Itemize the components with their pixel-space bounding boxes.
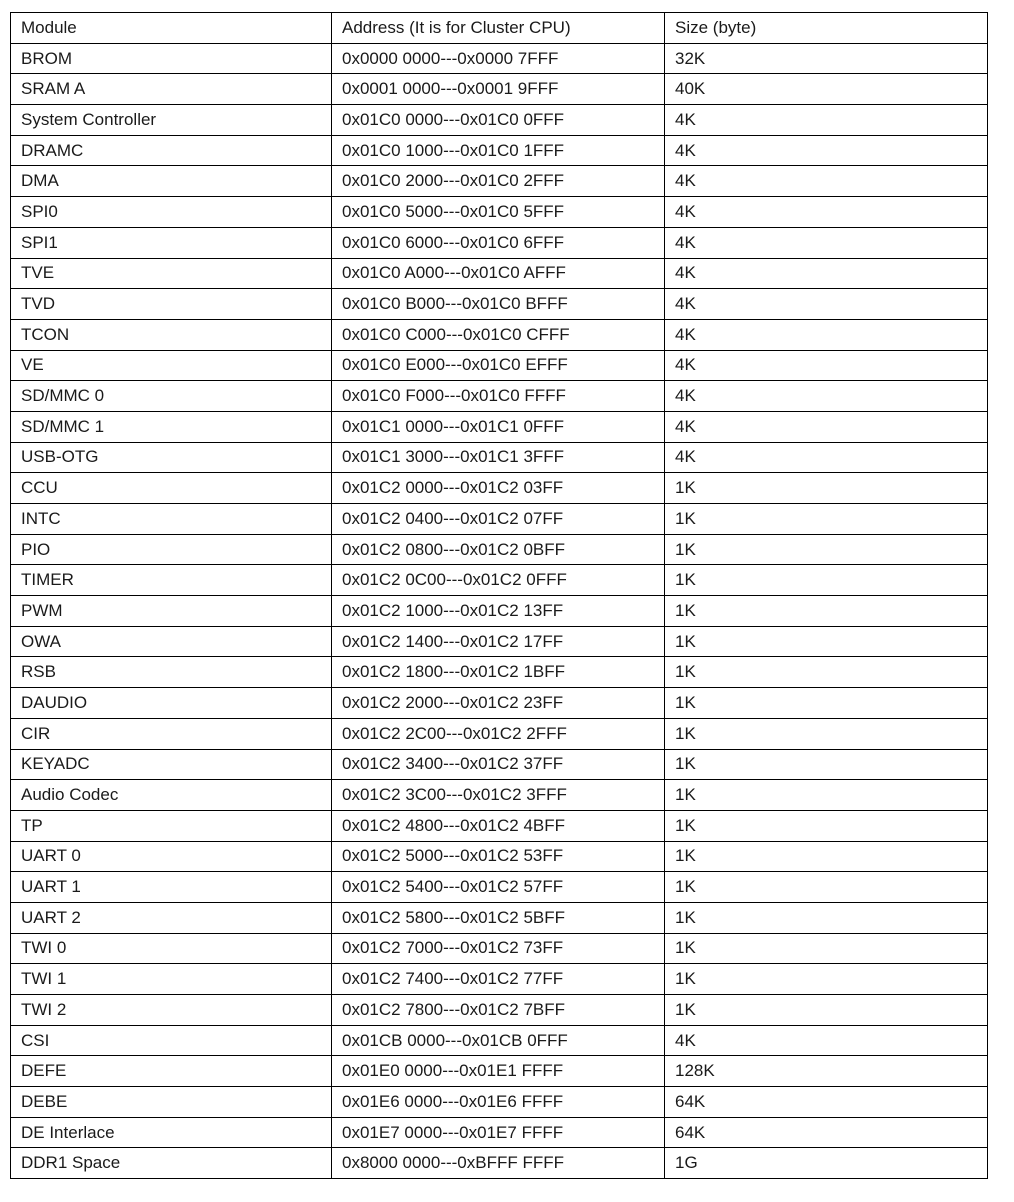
address-cell: 0x01C0 2000---0x01C0 2FFF [332, 166, 665, 197]
module-cell: SD/MMC 0 [11, 381, 332, 412]
size-cell: 1K [665, 626, 988, 657]
size-cell: 1K [665, 841, 988, 872]
address-cell: 0x01C2 0C00---0x01C2 0FFF [332, 565, 665, 596]
address-cell: 0x0001 0000---0x0001 9FFF [332, 74, 665, 105]
memory-map-table [10, 12, 988, 1179]
size-cell: 1K [665, 872, 988, 903]
size-cell: 4K [665, 442, 988, 473]
size-cell: 1K [665, 902, 988, 933]
size-cell: 1G [665, 1148, 988, 1179]
table-body [11, 43, 988, 1178]
size-cell: 1K [665, 688, 988, 719]
address-cell: 0x01C2 3400---0x01C2 37FF [332, 749, 665, 780]
module-cell: TVD [11, 289, 332, 320]
address-cell: 0x01C2 0000---0x01C2 03FF [332, 473, 665, 504]
module-cell: Audio Codec [11, 780, 332, 811]
size-cell: 4K [665, 319, 988, 350]
table-row [11, 718, 988, 749]
size-cell: 4K [665, 135, 988, 166]
size-cell: 1K [665, 810, 988, 841]
table-header [11, 13, 988, 44]
table-row [11, 565, 988, 596]
size-cell: 1K [665, 964, 988, 995]
address-cell: 0x01C2 5800---0x01C2 5BFF [332, 902, 665, 933]
module-cell: UART 0 [11, 841, 332, 872]
table-row [11, 534, 988, 565]
size-cell: 1K [665, 504, 988, 535]
module-cell: TWI 2 [11, 995, 332, 1026]
table-row [11, 135, 988, 166]
module-cell: PWM [11, 596, 332, 627]
size-cell: 4K [665, 411, 988, 442]
table-row [11, 780, 988, 811]
address-cell: 0x01C1 0000---0x01C1 0FFF [332, 411, 665, 442]
size-cell: 1K [665, 657, 988, 688]
address-cell: 0x01C0 5000---0x01C0 5FFF [332, 197, 665, 228]
table-row [11, 319, 988, 350]
size-cell: 4K [665, 350, 988, 381]
size-cell: 1K [665, 565, 988, 596]
module-cell: SPI1 [11, 227, 332, 258]
address-cell: 0x01C0 1000---0x01C0 1FFF [332, 135, 665, 166]
module-cell: OWA [11, 626, 332, 657]
module-cell: CSI [11, 1025, 332, 1056]
table-row [11, 841, 988, 872]
table-row [11, 749, 988, 780]
table-row [11, 596, 988, 627]
module-cell: PIO [11, 534, 332, 565]
module-cell: BROM [11, 43, 332, 74]
size-cell: 40K [665, 74, 988, 105]
address-cell: 0x01C0 0000---0x01C0 0FFF [332, 105, 665, 136]
address-cell: 0x01C2 2000---0x01C2 23FF [332, 688, 665, 719]
address-cell: 0x01E0 0000---0x01E1 FFFF [332, 1056, 665, 1087]
module-cell: USB-OTG [11, 442, 332, 473]
address-cell: 0x01C2 0400---0x01C2 07FF [332, 504, 665, 535]
size-cell: 32K [665, 43, 988, 74]
module-cell: DEBE [11, 1087, 332, 1118]
module-cell: UART 1 [11, 872, 332, 903]
table-row [11, 626, 988, 657]
size-cell: 1K [665, 718, 988, 749]
module-cell: TVE [11, 258, 332, 289]
address-cell: 0x01C2 1400---0x01C2 17FF [332, 626, 665, 657]
address-cell: 0x01C2 3C00---0x01C2 3FFF [332, 780, 665, 811]
table-row [11, 902, 988, 933]
table-row [11, 166, 988, 197]
table-row [11, 442, 988, 473]
address-cell: 0x01C2 4800---0x01C2 4BFF [332, 810, 665, 841]
table-row [11, 105, 988, 136]
table-row [11, 473, 988, 504]
table-row [11, 197, 988, 228]
size-cell: 1K [665, 534, 988, 565]
address-cell: 0x01C2 7400---0x01C2 77FF [332, 964, 665, 995]
table-row [11, 810, 988, 841]
address-cell: 0x01E6 0000---0x01E6 FFFF [332, 1087, 665, 1118]
table-row [11, 1117, 988, 1148]
table-row [11, 411, 988, 442]
address-cell: 0x01C0 6000---0x01C0 6FFF [332, 227, 665, 258]
table-row [11, 933, 988, 964]
address-cell: 0x01C2 2C00---0x01C2 2FFF [332, 718, 665, 749]
address-cell: 0x01CB 0000---0x01CB 0FFF [332, 1025, 665, 1056]
table-row [11, 350, 988, 381]
header-address: Address (It is for Cluster CPU) [332, 13, 665, 44]
table-row [11, 688, 988, 719]
module-cell: DE Interlace [11, 1117, 332, 1148]
module-cell: RSB [11, 657, 332, 688]
module-cell: SD/MMC 1 [11, 411, 332, 442]
module-cell: DRAMC [11, 135, 332, 166]
table-row [11, 1056, 988, 1087]
module-cell: TWI 0 [11, 933, 332, 964]
table-row [11, 227, 988, 258]
size-cell: 1K [665, 749, 988, 780]
address-cell: 0x01C0 F000---0x01C0 FFFF [332, 381, 665, 412]
address-cell: 0x01C2 1000---0x01C2 13FF [332, 596, 665, 627]
module-cell: CCU [11, 473, 332, 504]
size-cell: 1K [665, 473, 988, 504]
table-row [11, 381, 988, 412]
size-cell: 4K [665, 227, 988, 258]
size-cell: 64K [665, 1087, 988, 1118]
module-cell: TP [11, 810, 332, 841]
address-cell: 0x01C0 A000---0x01C0 AFFF [332, 258, 665, 289]
module-cell: CIR [11, 718, 332, 749]
size-cell: 1K [665, 596, 988, 627]
size-cell: 1K [665, 995, 988, 1026]
address-cell: 0x01C0 E000---0x01C0 EFFF [332, 350, 665, 381]
table-row [11, 1087, 988, 1118]
size-cell: 128K [665, 1056, 988, 1087]
table-row [11, 258, 988, 289]
table-row [11, 1148, 988, 1179]
address-cell: 0x01C2 5000---0x01C2 53FF [332, 841, 665, 872]
module-cell: DAUDIO [11, 688, 332, 719]
header-size: Size (byte) [665, 13, 988, 44]
module-cell: DDR1 Space [11, 1148, 332, 1179]
address-cell: 0x01C0 C000---0x01C0 CFFF [332, 319, 665, 350]
address-cell: 0x01E7 0000---0x01E7 FFFF [332, 1117, 665, 1148]
table-row [11, 657, 988, 688]
address-cell: 0x01C2 7800---0x01C2 7BFF [332, 995, 665, 1026]
address-cell: 0x0000 0000---0x0000 7FFF [332, 43, 665, 74]
address-cell: 0x01C2 5400---0x01C2 57FF [332, 872, 665, 903]
table-row [11, 1025, 988, 1056]
module-cell: SPI0 [11, 197, 332, 228]
size-cell: 1K [665, 780, 988, 811]
module-cell: System Controller [11, 105, 332, 136]
module-cell: SRAM A [11, 74, 332, 105]
address-cell: 0x01C1 3000---0x01C1 3FFF [332, 442, 665, 473]
module-cell: TWI 1 [11, 964, 332, 995]
module-cell: KEYADC [11, 749, 332, 780]
address-cell: 0x01C0 B000---0x01C0 BFFF [332, 289, 665, 320]
table-row [11, 504, 988, 535]
address-cell: 0x01C2 1800---0x01C2 1BFF [332, 657, 665, 688]
table-row [11, 872, 988, 903]
size-cell: 4K [665, 381, 988, 412]
table-row [11, 964, 988, 995]
header-module: Module [11, 13, 332, 44]
size-cell: 1K [665, 933, 988, 964]
table-row [11, 289, 988, 320]
size-cell: 4K [665, 1025, 988, 1056]
module-cell: DEFE [11, 1056, 332, 1087]
module-cell: INTC [11, 504, 332, 535]
header-row [11, 13, 988, 44]
module-cell: UART 2 [11, 902, 332, 933]
size-cell: 4K [665, 166, 988, 197]
size-cell: 64K [665, 1117, 988, 1148]
table-row [11, 43, 988, 74]
size-cell: 4K [665, 197, 988, 228]
module-cell: VE [11, 350, 332, 381]
address-cell: 0x8000 0000---0xBFFF FFFF [332, 1148, 665, 1179]
size-cell: 4K [665, 258, 988, 289]
table-row [11, 995, 988, 1026]
module-cell: DMA [11, 166, 332, 197]
table-row [11, 74, 988, 105]
size-cell: 4K [665, 289, 988, 320]
address-cell: 0x01C2 0800---0x01C2 0BFF [332, 534, 665, 565]
address-cell: 0x01C2 7000---0x01C2 73FF [332, 933, 665, 964]
module-cell: TIMER [11, 565, 332, 596]
size-cell: 4K [665, 105, 988, 136]
module-cell: TCON [11, 319, 332, 350]
